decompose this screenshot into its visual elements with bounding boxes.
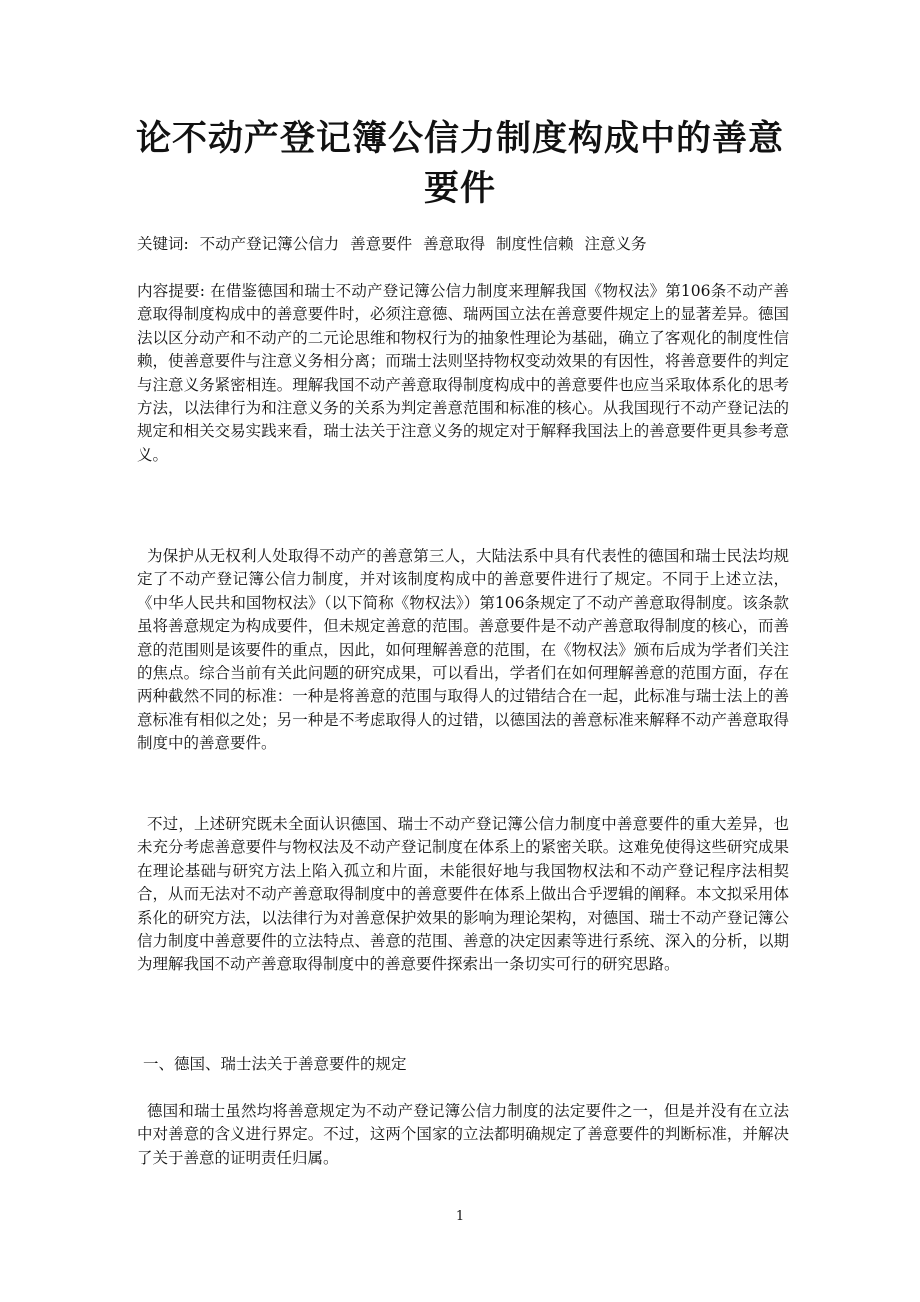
keywords-label: 关键词: <box>137 235 189 253</box>
keyword-item: 善意要件 <box>350 235 413 253</box>
document-title: 论不动产登记簿公信力制度构成中的善意要件 <box>135 119 784 209</box>
keywords-line <box>137 232 789 256</box>
section-paragraph: 德国和瑞士虽然均将善意规定为不动产登记簿公信力制度的法定要件之一，但是并没有在立法中对善意的含义进行界定。不过，这两个国家的立法都明确规定了善意要件的判断标准，并解决了关于善意的证明责任归属。 <box>137 1102 789 1167</box>
abstract-text: 在借鉴德国和瑞士不动产登记簿公信力制度来理解我国《物权法》第106条不动产善意取得制度构成中的善意要件时，必须注意德、瑞两国立法在善意要件规定上的显著差异。德国法以区分动产和不动产的二元论思维和物权行为的抽象性理论为基础，确立了客观化的制度性信赖，使善意要件与注意义务相分离；而瑞士法则坚持物权变动效果的有因性，将善意要件的判定与注意义务紧密相连。理解我国不动产善意取得制度构成中的善意要件也应当采取体系化的思考方法，以法律行为和注意义务的关系为判定善意范围和标准的核心。从我国现行不动产登记法的规定和相关交易实践来看，瑞士法关于注意义务的规定对于解释我国法上的善意要件更具参考意义。 <box>137 282 789 464</box>
keyword-item: 善意取得 <box>423 235 486 253</box>
section-heading: 一、德国、瑞士法关于善意要件的规定 <box>143 1055 407 1073</box>
abstract-paragraph <box>137 280 789 467</box>
page-number: 1 <box>455 1209 465 1224</box>
keyword-item: 注意义务 <box>584 235 647 253</box>
abstract-label: 内容提要: <box>137 282 205 300</box>
body-paragraph: 不过，上述研究既未全面认识德国、瑞士不动产登记簿公信力制度中善意要件的重大差异，也未充分考虑善意要件与物权法及不动产登记制度在体系上的紧密关联。这难免使得这些研究成果在理论基础与研究方法上陷入孤立和片面，未能很好地与我国物权法和不动产登记程序法相契合，从而无法对不动产善意取得制度中的善意要件在体系上做出合乎逻辑的阐释。本文拟采用体系化的研究方法，以法律行为对善意保护效果的影响为理论架构，对德国、瑞士不动产登记簿公信力制度中善意要件的立法特点、善意的范围、善意的决定因素等进行系统、深入的分析，以期为理解我国不动产善意取得制度中的善意要件探索出一条切实可行的研究思路。 <box>137 815 789 974</box>
keyword-item: 制度性信赖 <box>496 235 574 253</box>
body-paragraph: 为保护从无权利人处取得不动产的善意第三人，大陆法系中具有代表性的德国和瑞士民法均规定了不动产登记簿公信力制度，并对该制度构成中的善意要件进行了规定。不同于上述立法，《中华人民共和国物权法》（以下简称《物权法》）第106条规定了不动产善意取得制度。该条款虽将善意规定为构成要件，但未规定善意的范围。善意要件是不动产善意取得制度的核心，而善意的范围则是该要件的重点，因此，如何理解善意的范围，在《物权法》颁布后成为学者们关注的焦点。综合当前有关此问题的研究成果，可以看出，学者们在如何理解善意的范围方面，存在两种截然不同的标准：一种是将善意的范围与取得人的过错结合在一起，此标准与瑞士法上的善意标准有相似之处；另一种是不考虑取得人的过错，以德国法的善意标准来解释不动产善意取得制度中的善意要件。 <box>137 547 789 753</box>
keyword-item: 不动产登记簿公信力 <box>199 235 340 253</box>
